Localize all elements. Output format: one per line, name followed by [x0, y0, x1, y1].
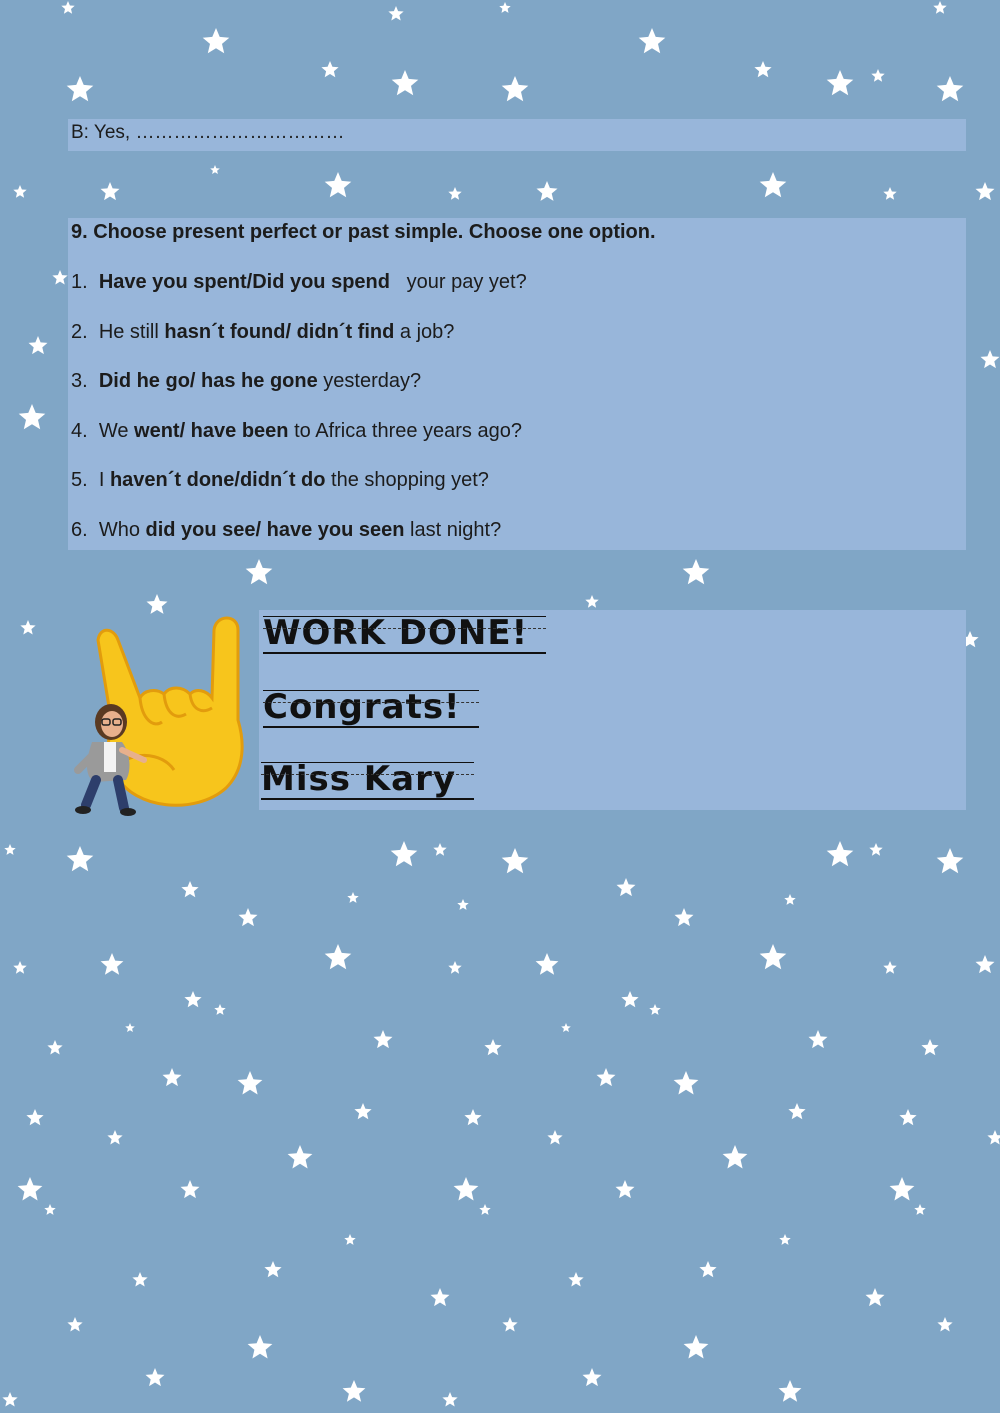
- star-icon: [448, 187, 461, 200]
- star-icon: [248, 1335, 273, 1359]
- star-icon: [454, 1177, 479, 1201]
- congrats-text: Congrats!: [263, 688, 479, 728]
- star-icon: [388, 6, 403, 21]
- answer-line-text: B: Yes, ……………………………: [71, 122, 345, 143]
- star-icon: [392, 70, 419, 95]
- star-icon: [675, 908, 694, 926]
- star-icon: [502, 76, 529, 101]
- exercise-item-2: [71, 321, 454, 344]
- star-icon: [13, 961, 26, 974]
- star-icon: [536, 953, 559, 975]
- star-icon: [779, 1234, 790, 1245]
- item-pre: I: [98, 469, 110, 492]
- item-bold: did you see/ have you seen: [145, 519, 405, 541]
- star-icon: [760, 944, 787, 969]
- star-icon: [321, 61, 338, 77]
- star-icon: [568, 1272, 583, 1287]
- star-icon: [264, 1261, 281, 1277]
- item-post: your pay yet?: [389, 271, 527, 293]
- star-icon: [214, 1004, 225, 1015]
- item-post: a job?: [394, 320, 455, 343]
- star-icon: [431, 1288, 450, 1306]
- answer-line-box: [68, 119, 966, 151]
- star-icon: [44, 1204, 55, 1215]
- star-icon: [827, 70, 854, 95]
- exercise-item-6: [71, 519, 501, 542]
- star-icon: [561, 1023, 571, 1032]
- star-icon: [827, 841, 854, 866]
- star-icon: [502, 1317, 517, 1332]
- star-icon: [537, 181, 558, 201]
- star-icon: [890, 1177, 915, 1201]
- star-icon: [866, 1288, 885, 1306]
- closing-box: [259, 610, 966, 810]
- star-icon: [987, 1130, 1000, 1145]
- star-icon: [779, 1380, 802, 1402]
- star-icon: [26, 1109, 43, 1125]
- star-icon: [617, 878, 636, 896]
- star-icon: [344, 1234, 355, 1245]
- star-icon: [181, 881, 198, 897]
- star-icon: [203, 28, 230, 53]
- star-icon: [67, 846, 94, 871]
- exercise-9-box: [68, 218, 966, 550]
- star-icon: [61, 1, 74, 14]
- star-icon: [146, 1368, 165, 1386]
- item-pre: We: [98, 419, 135, 442]
- item-bold: Did he go/ has he gone: [98, 370, 318, 393]
- item-bold: hasn´t found/ didn´t find: [164, 320, 395, 343]
- star-icon: [19, 404, 46, 429]
- star-icon: [2, 1392, 17, 1407]
- star-icon: [374, 1030, 393, 1048]
- item-pre: Who: [98, 519, 146, 541]
- star-icon: [621, 991, 638, 1007]
- star-icon: [754, 61, 771, 77]
- star-icon: [583, 1368, 602, 1386]
- star-icon: [981, 350, 1000, 368]
- star-icon: [433, 843, 446, 856]
- teacher-name-text: Miss Kary: [261, 760, 474, 800]
- item-pre: He still: [98, 320, 165, 343]
- star-icon: [238, 1071, 263, 1095]
- star-icon: [499, 2, 510, 13]
- star-icon: [723, 1145, 748, 1169]
- item-num: 1.: [71, 271, 94, 293]
- star-icon: [184, 991, 201, 1007]
- star-icon: [883, 187, 896, 200]
- star-icon: [239, 908, 258, 926]
- star-icon: [391, 841, 418, 866]
- star-icon: [921, 1039, 938, 1055]
- star-icon: [649, 1004, 660, 1015]
- star-icon: [347, 892, 358, 903]
- star-icon: [684, 1335, 709, 1359]
- star-icon: [674, 1071, 699, 1095]
- star-icon: [585, 595, 598, 608]
- star-icon: [13, 185, 26, 198]
- star-icon: [976, 182, 995, 200]
- star-icon: [343, 1380, 366, 1402]
- item-post: to Africa three years ago?: [288, 419, 522, 442]
- star-icon: [132, 1272, 147, 1287]
- star-icon: [354, 1103, 371, 1119]
- star-icon: [107, 1130, 122, 1145]
- star-icon: [871, 69, 884, 82]
- star-icon: [29, 336, 48, 354]
- star-icon: [502, 848, 529, 873]
- star-icon: [937, 848, 964, 873]
- star-icon: [20, 620, 35, 635]
- star-icon: [442, 1392, 457, 1407]
- star-icon: [325, 172, 352, 197]
- star-icon: [288, 1145, 313, 1169]
- item-num: 2.: [71, 320, 94, 343]
- star-icon: [101, 953, 124, 975]
- star-icon: [246, 559, 273, 584]
- rock-hand-avatar-icon: [56, 610, 256, 825]
- star-icon: [101, 182, 120, 200]
- item-post: the shopping yet?: [325, 469, 489, 492]
- star-icon: [869, 843, 882, 856]
- exercise-item-1: [71, 271, 527, 294]
- exercise-item-4: [71, 420, 522, 443]
- star-icon: [464, 1109, 481, 1125]
- star-icon: [616, 1180, 635, 1198]
- star-icon: [457, 899, 468, 910]
- star-icon: [976, 955, 995, 973]
- star-icon: [448, 961, 461, 974]
- star-icon: [52, 270, 67, 285]
- star-icon: [760, 172, 787, 197]
- star-icon: [125, 1023, 135, 1032]
- star-icon: [181, 1180, 200, 1198]
- star-icon: [683, 559, 710, 584]
- star-icon: [484, 1039, 501, 1055]
- star-icon: [47, 1040, 62, 1055]
- star-icon: [809, 1030, 828, 1048]
- star-icon: [937, 76, 964, 101]
- star-icon: [479, 1204, 490, 1215]
- star-icon: [914, 1204, 925, 1215]
- item-bold: haven´t done/didn´t do: [109, 469, 326, 492]
- star-icon: [788, 1103, 805, 1119]
- star-icon: [933, 1, 946, 14]
- work-done-text: WORK DONE!: [263, 614, 546, 654]
- star-icon: [163, 1068, 182, 1086]
- star-icon: [4, 844, 15, 855]
- star-icon: [639, 28, 666, 53]
- item-num: 6.: [71, 519, 94, 541]
- exercise-item-5: [71, 469, 489, 492]
- item-num: 4.: [71, 419, 94, 442]
- item-bold: Have you spent/Did you spend: [98, 271, 390, 293]
- star-icon: [597, 1068, 616, 1086]
- star-icon: [547, 1130, 562, 1145]
- exercise-9-title: 9. Choose present perfect or past simple. Choose one option.: [71, 221, 656, 243]
- star-icon: [899, 1109, 916, 1125]
- item-bold: went/ have been: [134, 419, 289, 442]
- star-icon: [883, 961, 896, 974]
- star-icon: [325, 944, 352, 969]
- item-num: 5.: [71, 469, 94, 492]
- item-num: 3.: [71, 370, 94, 393]
- star-icon: [210, 165, 220, 174]
- star-icon: [67, 1317, 82, 1332]
- star-icon: [67, 76, 94, 101]
- star-icon: [699, 1261, 716, 1277]
- star-icon: [784, 894, 795, 905]
- item-post: last night?: [404, 519, 502, 541]
- item-post: yesterday?: [317, 370, 422, 393]
- star-icon: [18, 1177, 43, 1201]
- star-icon: [937, 1317, 952, 1332]
- exercise-item-3: [71, 370, 421, 393]
